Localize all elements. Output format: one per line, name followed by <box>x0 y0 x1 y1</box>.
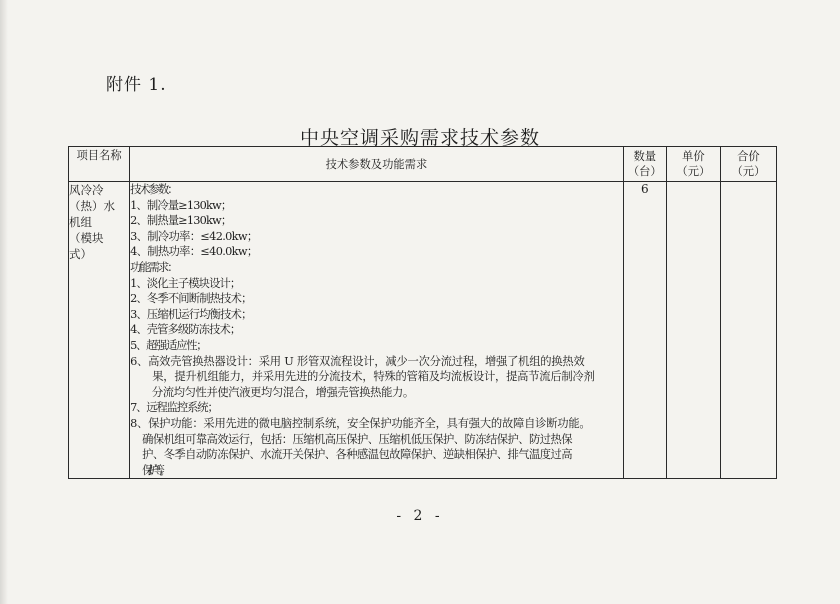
spec-line: 3、压缩机运行均衡技术； <box>130 307 252 321</box>
spec-line: 2、制热量≥130kw； <box>130 214 232 228</box>
item-name-line: （模块 <box>69 231 104 245</box>
page-number: - 2 - <box>396 508 444 524</box>
spec-cell <box>130 182 624 479</box>
header-unit-price-line2: （元） <box>676 165 711 178</box>
table-header-row <box>69 147 777 182</box>
header-unit-price <box>666 147 720 182</box>
spec-line: 3、制冷功率：≤42.0kw； <box>130 229 258 243</box>
item-name-line: （热）水 <box>69 199 115 213</box>
item-name-cell <box>69 182 130 479</box>
unit-price-cell <box>666 182 720 479</box>
spec-line: 7、远程监控系统； <box>130 401 218 415</box>
spec-line: 4、制热功率：≤40.0kw； <box>130 245 258 259</box>
header-quantity-line1: 数量 <box>633 150 657 163</box>
spec-line: 2、冬季不间断制热技术； <box>130 292 252 306</box>
spec-line: 分流均匀性并使汽液更均匀混合，增强壳管换热能力。 <box>130 385 414 399</box>
header-total-price-line1: 合价 <box>737 150 760 163</box>
spec-line: 护、冬季自动防冻保护、水流开关保护、各种感温包故障保护、逆缺相保护、排气温度过高 <box>142 448 572 462</box>
item-name-line: 机组 <box>69 215 92 229</box>
spec-line: 果，提升机组能力，并采用先进的分流技术，特殊的管箱及均流板设计，提高节流后制冷剂 <box>130 370 595 384</box>
spec-line: 保护等。 <box>142 463 166 477</box>
header-unit-price-line1: 单价 <box>682 150 705 163</box>
spec-line: 6、高效壳管换热器设计：采用 U 形管双流程设计，减少一次分流过程，增强了机组的换热效 <box>130 354 585 368</box>
item-name-line: 风冷冷 <box>69 183 104 197</box>
spec-line: 1、制冷量≥130kw； <box>130 198 232 212</box>
spec-line: 1、淡化主子模块设计； <box>130 276 241 290</box>
spec-table <box>68 146 777 479</box>
spec-line: 功能需求： <box>130 260 177 274</box>
header-total-price <box>720 147 776 182</box>
spec-line: 5、超强适应性； <box>130 338 207 352</box>
header-quantity-line2: （台） <box>627 165 662 178</box>
header-spec: 技术参数及功能需求 <box>130 147 624 182</box>
spec-line: 技术参数： <box>130 183 177 196</box>
quantity-cell: 6 <box>623 182 666 479</box>
spec-line: 4、壳管多级防冻技术； <box>130 323 241 337</box>
document-title: 中央空调采购需求技术参数 <box>299 127 540 149</box>
table-row <box>69 182 777 479</box>
item-name-line: 式） <box>69 247 92 261</box>
header-total-price-line2: （元） <box>731 165 766 178</box>
spec-line: 8、保护功能：采用先进的微电脑控制系统，安全保护功能齐全，具有强大的故障自诊断功能。 <box>130 416 591 430</box>
spec-line: 确保机组可靠高效运行，包括：压缩机高压保护、压缩机低压保护、防冻结保护、防过热保 <box>142 432 572 446</box>
attachment-label: 附件 1. <box>106 75 167 95</box>
header-item-name: 项目名称 <box>69 147 130 182</box>
total-price-cell <box>720 182 776 479</box>
header-quantity <box>623 147 666 182</box>
